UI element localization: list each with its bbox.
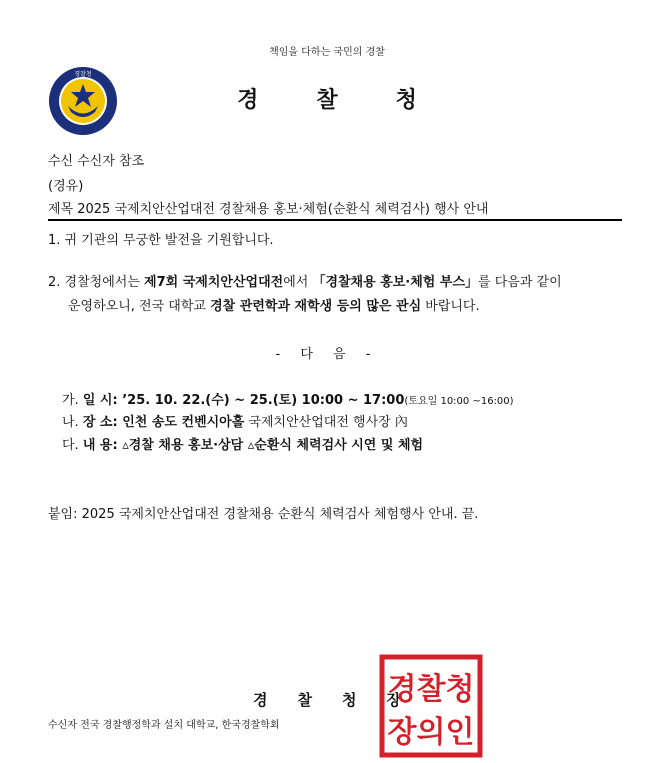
item-value: : ’25. 10. 22.(수) ~ 25.(토) 10:00 ~ 17:00 bbox=[112, 393, 405, 408]
item-marker: 나. bbox=[62, 415, 79, 430]
p2-text: 바랍니다. bbox=[421, 299, 480, 314]
official-seal-stamp bbox=[379, 654, 483, 758]
detail-item-date bbox=[62, 389, 514, 408]
p2-event-name: 제7회 국제치안산업대전 bbox=[144, 275, 284, 290]
p2-emphasis: 경찰 관련학과 재학생 등의 많은 관심 bbox=[210, 299, 422, 314]
p2-text: 를 다음과 같이 bbox=[478, 275, 562, 290]
p2-text: 2. 경찰청에서는 bbox=[48, 275, 145, 290]
item-label: 일 시 bbox=[82, 393, 113, 408]
document-org-title: 경찰청 bbox=[237, 88, 475, 113]
slogan: 책임을 다하는 국민의 경찰 bbox=[269, 47, 385, 58]
item-marker: 다. bbox=[62, 438, 79, 453]
item-label: 장 소 bbox=[82, 415, 113, 430]
item-value: : 인천 송도 컨벤시아홀 bbox=[112, 415, 245, 430]
attachment-line: 붙임: 2025 국제치안산업대전 경찰채용 순환식 체력검사 체험행사 안내. 끝. bbox=[48, 507, 479, 522]
detail-item-place bbox=[62, 411, 408, 430]
paragraph-1: 1. 귀 기관의 무궁한 발전을 기원합니다. bbox=[48, 233, 274, 248]
item-value: : ▵경찰 채용 홍보·상담 ▵순환식 체력검사 시연 및 체험 bbox=[112, 438, 424, 453]
signature-org: 경찰청장 bbox=[253, 691, 431, 709]
paragraph-2-line-1 bbox=[48, 271, 628, 290]
recipient-line: 수신 수신자 참조 bbox=[48, 154, 145, 169]
p2-booth-name: 「경찰채용 홍보·체험 부스」 bbox=[312, 275, 479, 290]
item-note: (토요일 10:00 ~16:00) bbox=[404, 396, 514, 407]
emblem-top-text: 경찰청 bbox=[74, 71, 92, 78]
seal-text-bottom: 장의인 bbox=[387, 715, 475, 750]
p2-text: 에서 bbox=[283, 275, 313, 290]
item-note: 국제치안산업대전 행사장 內 bbox=[244, 415, 408, 430]
seal-text-top: 경찰청 bbox=[387, 672, 475, 707]
p2-text: 운영하오니, 전국 대학교 bbox=[68, 299, 211, 314]
item-marker: 가. bbox=[62, 393, 79, 408]
item-label: 내 용 bbox=[82, 438, 113, 453]
detail-item-content bbox=[62, 434, 423, 453]
paragraph-2-line-2 bbox=[68, 295, 480, 314]
subject-line: 제목 2025 국제치안산업대전 경찰채용 홍보·체험(순환식 체력검사) 행사 안내 bbox=[48, 198, 622, 221]
notice-heading: - 다 음 - bbox=[275, 347, 379, 362]
receivers-line: 수신자 전국 경찰행정학과 설치 대학교, 한국경찰학회 bbox=[48, 720, 280, 731]
via-line: (경유) bbox=[48, 179, 84, 194]
